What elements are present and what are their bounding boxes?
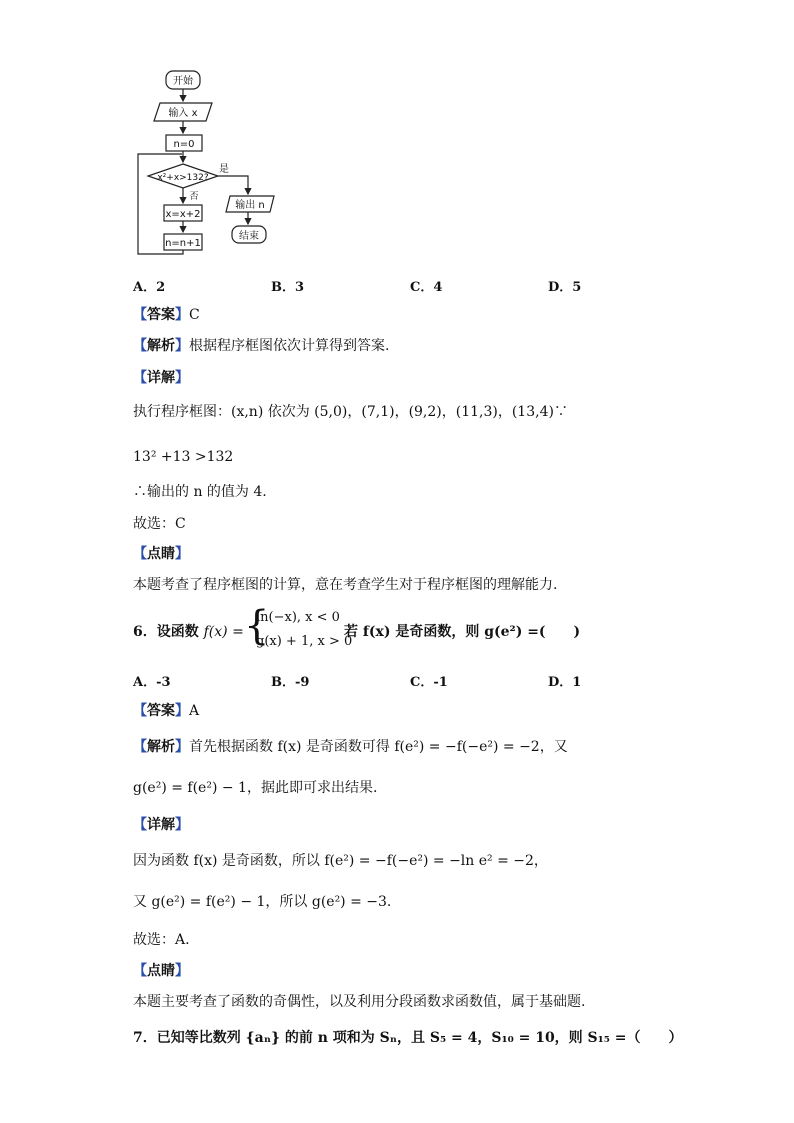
- q5-option-c[interactable]: C．4: [410, 280, 443, 295]
- q6-detail-tag: 【详解】: [133, 817, 189, 833]
- q6-stem-prefix: 6．设函数 f(x) =: [133, 624, 244, 640]
- q6-comment-text: 本题主要考查了函数的奇偶性，以及利用分段函数求函数值，属于基础题.: [133, 994, 586, 1010]
- q6-answer-value: A: [189, 703, 200, 719]
- flowchart: [130, 66, 290, 256]
- q5-answer-row: [133, 305, 200, 325]
- q5-option-b[interactable]: B．3: [271, 280, 305, 295]
- q5-analysis-tag: 【解析】: [133, 338, 189, 354]
- q5-detail-line3: ∴输出的 n 的值为 4.: [133, 484, 267, 500]
- q5-conclusion: 故选：C: [133, 516, 186, 532]
- q5-comment-text: 本题考查了程序框图的计算，意在考查学生对于程序框图的理解能力.: [133, 577, 558, 593]
- q6-piece2: g(x) + 1, x > 0: [256, 634, 353, 649]
- q6-option-a[interactable]: A．-3: [133, 675, 171, 690]
- q6-analysis-line2: g(e²) = f(e²) − 1，据此即可求出结果.: [133, 780, 378, 796]
- flow-input-label: 输入 x: [168, 108, 198, 119]
- q7-stem: 7．已知等比数列 {aₙ} 的前 n 项和为 Sₙ，且 S₅ = 4，S₁₀ = 10，则 S₁₅ =（ ）: [133, 1030, 683, 1046]
- flow-output-label: 输出 n: [235, 200, 265, 211]
- q6-detail-line2: 又 g(e²) = f(e²) − 1，所以 g(e²) = −3.: [133, 894, 392, 910]
- q6-piece1: ln(−x), x < 0: [256, 610, 340, 625]
- q6-stem-suffix: 若 f(x) 是奇函数，则 g(e²) =( ): [344, 624, 581, 640]
- q6-analysis-line1: 首先根据函数 f(x) 是奇函数可得 f(e²) = −f(−e²) = −2，又: [189, 739, 568, 755]
- q6-comment-tag: 【点睛】: [133, 963, 189, 979]
- q5-option-a[interactable]: A．2: [133, 280, 166, 295]
- q5-analysis-text: 根据程序框图依次计算得到答案.: [189, 338, 390, 354]
- q5-detail-line2: 13² +13 >132: [133, 449, 234, 465]
- q6-brace: {: [244, 603, 270, 649]
- q6-analysis-row: [133, 737, 568, 757]
- q6-detail-line1: 因为函数 f(x) 是奇函数，所以 f(e²) = −f(−e²) = −ln e² = −2，: [133, 853, 548, 869]
- flow-update-n-label: n=n+1: [165, 238, 201, 249]
- flow-yes-label: 是: [219, 164, 229, 175]
- q5-answer-value: C: [189, 307, 200, 323]
- q5-detail-line1: 执行程序框图：(x,n) 依次为 (5,0)，(7,1)，(9,2)，(11,3)，(13,4)∵: [133, 404, 568, 420]
- q6-answer-tag: 【答案】: [133, 703, 189, 719]
- q5-analysis-row: [133, 336, 389, 356]
- q6-option-d[interactable]: D．1: [548, 675, 582, 690]
- flow-init-label: n=0: [173, 139, 195, 150]
- q5-detail-tag: 【详解】: [133, 370, 189, 386]
- q6-option-b[interactable]: B．-9: [271, 675, 310, 690]
- flow-condition-label: x²+x>132?: [157, 173, 209, 183]
- q6-analysis-tag: 【解析】: [133, 739, 189, 755]
- flow-end-label: 结束: [239, 231, 259, 242]
- q5-comment-tag: 【点睛】: [133, 546, 189, 562]
- flow-no-label: 否: [189, 192, 199, 202]
- flow-update-x-label: x=x+2: [165, 209, 201, 220]
- q6-option-c[interactable]: C．-1: [410, 675, 448, 690]
- q6-conclusion: 故选：A.: [133, 932, 190, 948]
- q5-option-d[interactable]: D．5: [548, 280, 582, 295]
- flow-start-label: 开始: [173, 76, 193, 87]
- q6-answer-row: [133, 701, 199, 721]
- q5-answer-tag: 【答案】: [133, 307, 189, 323]
